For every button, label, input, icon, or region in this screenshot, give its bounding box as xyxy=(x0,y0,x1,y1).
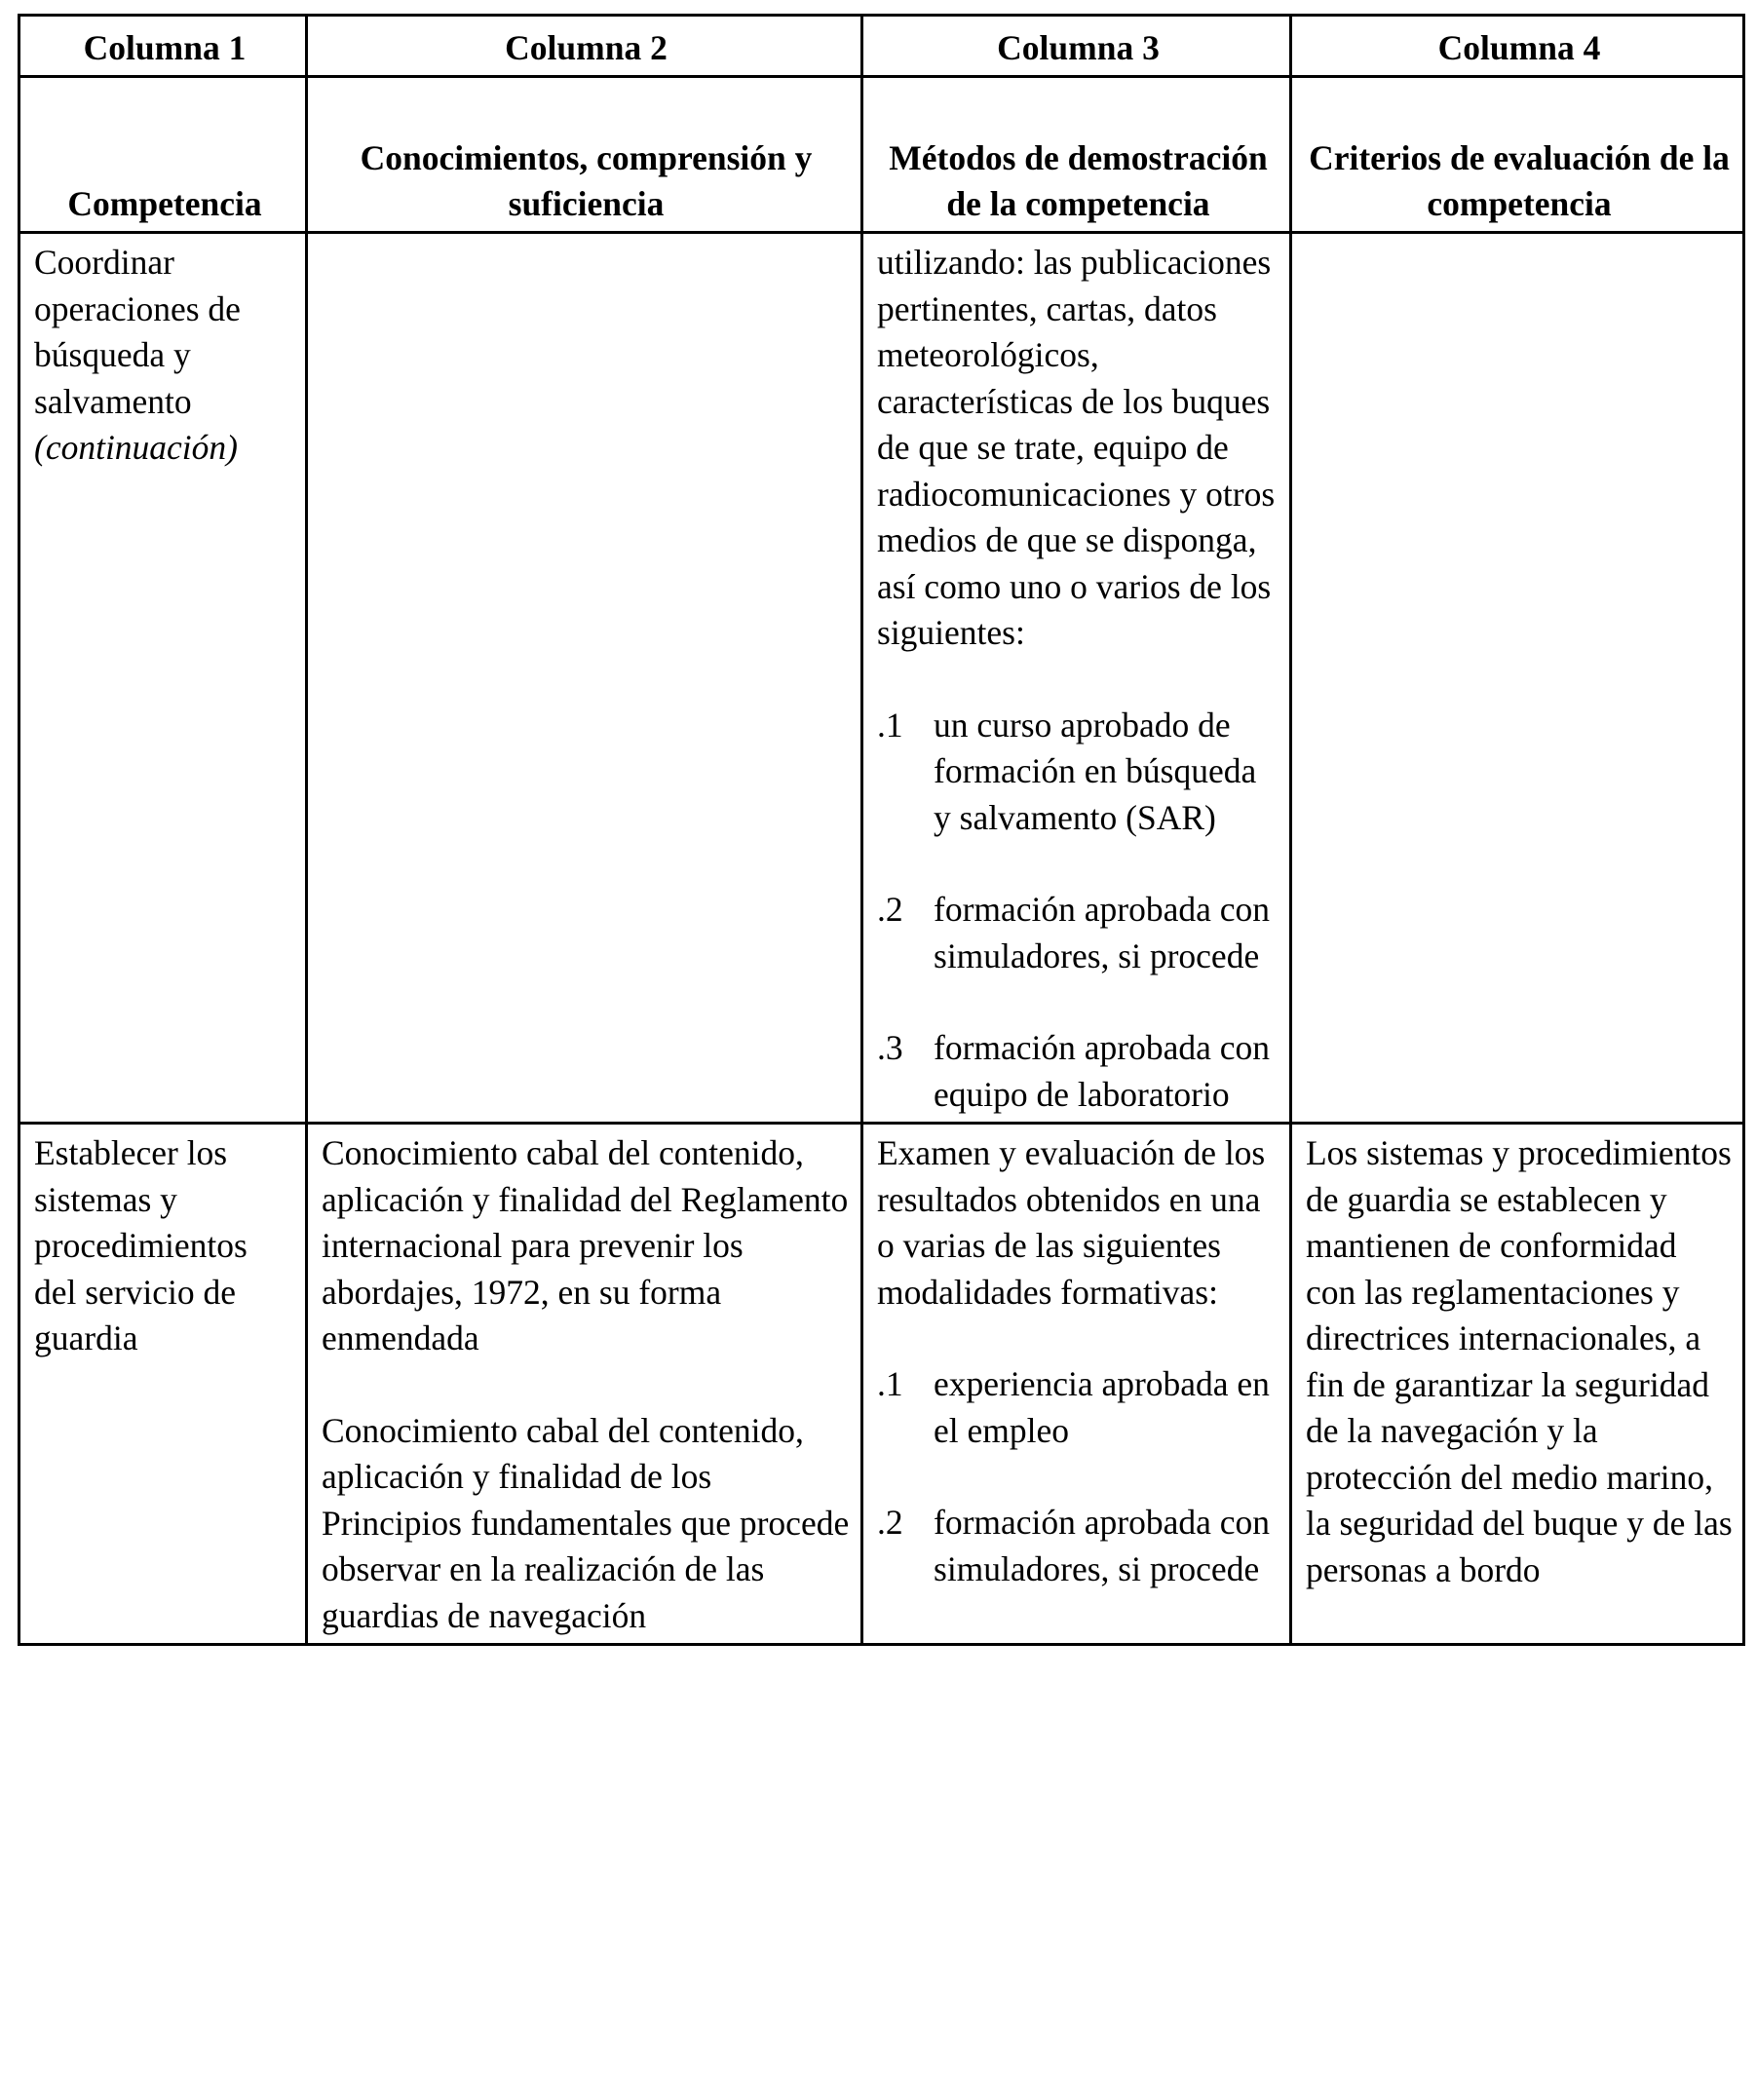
column-title-metodos: Métodos de demostración de la competencia xyxy=(862,77,1291,233)
list-item xyxy=(877,1500,1279,1592)
list-item xyxy=(877,887,1279,979)
column-number-row xyxy=(19,16,1744,77)
column-title-conocimientos: Conocimientos, comprensión y suficiencia xyxy=(307,77,862,233)
list-item-number: .2 xyxy=(877,1503,903,1542)
column-number-2: Columna 2 xyxy=(307,16,862,77)
competencia-cell xyxy=(19,1124,307,1645)
continuation-note: (continuación) xyxy=(34,428,238,467)
competency-table xyxy=(18,14,1745,1646)
column-title-competencia: Competencia xyxy=(19,77,307,233)
column-number-4: Columna 4 xyxy=(1291,16,1744,77)
competencia-cell xyxy=(19,233,307,1124)
competencia-text: Establecer los sistemas y procedimientos del servicio de guardia xyxy=(34,1133,248,1357)
list-item xyxy=(877,1361,1279,1454)
column-title-criterios: Criterios de evaluación de la competencia xyxy=(1291,77,1744,233)
metodos-cell xyxy=(862,1124,1291,1645)
metodos-intro: utilizando: las publicaciones pertinentes, cartas, datos meteorológicos, características de los buques de que se trate, equipo de radiocomunicaciones y otros medios de que se disponga, así como uno o varios de los siguientes: xyxy=(877,243,1276,652)
conocimientos-cell xyxy=(307,1124,862,1645)
criterios-cell xyxy=(1291,233,1744,1124)
column-number-3: Columna 3 xyxy=(862,16,1291,77)
column-title-row xyxy=(19,77,1744,233)
list-item-number: .1 xyxy=(877,705,903,745)
list-item-text: un curso aprobado de formación en búsqueda y salvamento (SAR) xyxy=(934,705,1257,837)
list-item-number: .1 xyxy=(877,1364,903,1403)
metodos-intro: Examen y evaluación de los resultados obtenidos en una o varias de las siguientes modalidades formativas: xyxy=(877,1133,1266,1312)
list-item-text: formación aprobada con simuladores, si procede xyxy=(934,1503,1270,1588)
column-number-1: Columna 1 xyxy=(19,16,307,77)
conocimientos-cell xyxy=(307,233,862,1124)
list-item xyxy=(877,703,1279,842)
list-item-number: .2 xyxy=(877,890,903,929)
list-item-text: formación aprobada con simuladores, si procede xyxy=(934,890,1270,975)
list-item-number: .3 xyxy=(877,1028,903,1067)
conocimientos-paragraph: Conocimiento cabal del contenido, aplicación y finalidad de los Principios fundamentales que procede observar en la realización de las guardias de navegación xyxy=(322,1410,850,1635)
criterios-cell: Los sistemas y procedimientos de guardia se establecen y mantienen de conformidad con las reglamentaciones y directrices internacionales, a fin de garantizar la seguridad de la navegación y la protección del medio marino, la seguridad del buque y de las personas a bordo xyxy=(1291,1124,1744,1645)
list-item-text: experiencia aprobada en el empleo xyxy=(934,1364,1270,1450)
competencia-text: Coordinar operaciones de búsqueda y salvamento xyxy=(34,243,241,421)
conocimientos-paragraph: Conocimiento cabal del contenido, aplicación y finalidad del Reglamento internacional para prevenir los abordajes, 1972, en su forma enmendada xyxy=(322,1133,849,1357)
table-row xyxy=(19,233,1744,1124)
list-item-text: formación aprobada con equipo de laboratorio xyxy=(934,1028,1270,1114)
table-row xyxy=(19,1124,1744,1645)
list-item xyxy=(877,1025,1279,1118)
metodos-cell xyxy=(862,233,1291,1124)
